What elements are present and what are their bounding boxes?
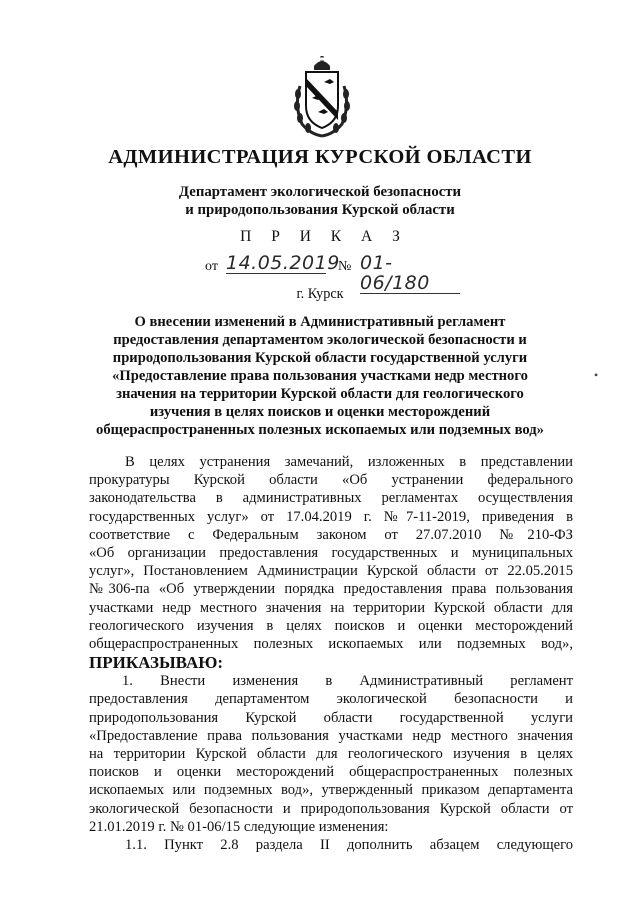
paragraph1-line: услуг», Постановлением Администрации Курской области от 22.05.2015 — [89, 563, 573, 580]
paragraph2-line: 1. Внести изменения в Административный регламент — [122, 673, 573, 690]
kursk-coat-of-arms-emblem — [292, 56, 352, 138]
paragraph2-line: поисков и оценки месторождений общераспространенных полезных — [89, 764, 573, 781]
paragraph1-line: «Об организации предоставления государственных и муниципальных — [89, 545, 573, 562]
date-prefix: от — [205, 259, 218, 274]
paragraph2-line: предоставления департаментом экологической безопасности и — [89, 691, 573, 708]
department-line: Департамент экологической безопасности — [178, 184, 462, 200]
number-prefix: № — [338, 259, 352, 274]
document-type-heading: П Р И К А З — [240, 228, 408, 245]
paragraph1-line: прокуратуры Курской области «Об устранении федерального — [89, 472, 573, 489]
subject-line: изучения в целях поисков и оценки месторождений — [149, 404, 491, 420]
paragraph2-line: на территории Курской области для геологического изучения в целях — [89, 746, 573, 763]
department-name — [0, 183, 640, 219]
paragraph2-line: ископаемых или подземных вод», утвержденный приказом департамента — [89, 782, 573, 799]
order-subject — [80, 313, 560, 439]
subject-line: значения на территории Курской области для геологического — [116, 386, 524, 402]
decree-word: ПРИКАЗЫВАЮ: — [89, 653, 224, 673]
paragraph2-line: природопользования Курской области государственной услуги — [89, 709, 573, 726]
margin-mark: • — [594, 368, 599, 382]
paragraph2-line: экологической безопасности и природопользования Курской области от — [89, 800, 573, 817]
paragraph1-line: В целях устранения замечаний, изложенных в представлении — [125, 454, 573, 470]
handwritten-number: 01-06/180 — [360, 253, 460, 294]
subject-line: предоставления департаментом экологической безопасности и — [113, 332, 527, 348]
organization-title: АДМИНИСТРАЦИЯ КУРСКОЙ ОБЛАСТИ — [108, 146, 532, 168]
paragraph2-line: «Предоставление права пользования участками недр местного значения — [89, 727, 573, 744]
order-body — [89, 453, 573, 854]
handwritten-date: 14.05.2019 — [226, 252, 340, 274]
paragraph1-line: общераспространенных полезных ископаемых или подземных вод», — [89, 636, 573, 653]
paragraph1-line: государственных услуг» от 17.04.2019 г. №7-11-2019, приведения в — [89, 508, 573, 525]
subject-line: «Предоставление права пользования участками недр местного — [112, 368, 528, 384]
city-line: г. Курск — [296, 286, 344, 302]
department-line: и природопользования Курской области — [185, 202, 455, 218]
paragraph1-line: геологического изучения в целях поисков и оценки месторождений — [89, 617, 573, 634]
paragraph3-line: 1.1. Пункт 2.8 раздела II дополнить абзацем следующего — [125, 837, 573, 854]
paragraph1-line: участками недр местного значения на территории Курской области для — [89, 599, 573, 616]
subject-line: природопользования Курской области государственной услуги — [112, 350, 528, 366]
paragraph1-line: соответствие с Федеральным законом от 27.07.2010 №210-ФЗ — [89, 526, 573, 543]
subject-line: общераспространенных полезных ископаемых или подземных вод» — [96, 422, 544, 438]
paragraph1-line: №306-па «Об утверждении порядка предоставления права пользования — [89, 581, 573, 598]
paragraph2-line: 21.01.2019 г. № 01-06/15 следующие изменения: — [89, 818, 389, 835]
subject-line: О внесении изменений в Административный регламент — [134, 314, 506, 330]
paragraph1-line: законодательства в административных регламентах осуществления — [89, 490, 573, 507]
